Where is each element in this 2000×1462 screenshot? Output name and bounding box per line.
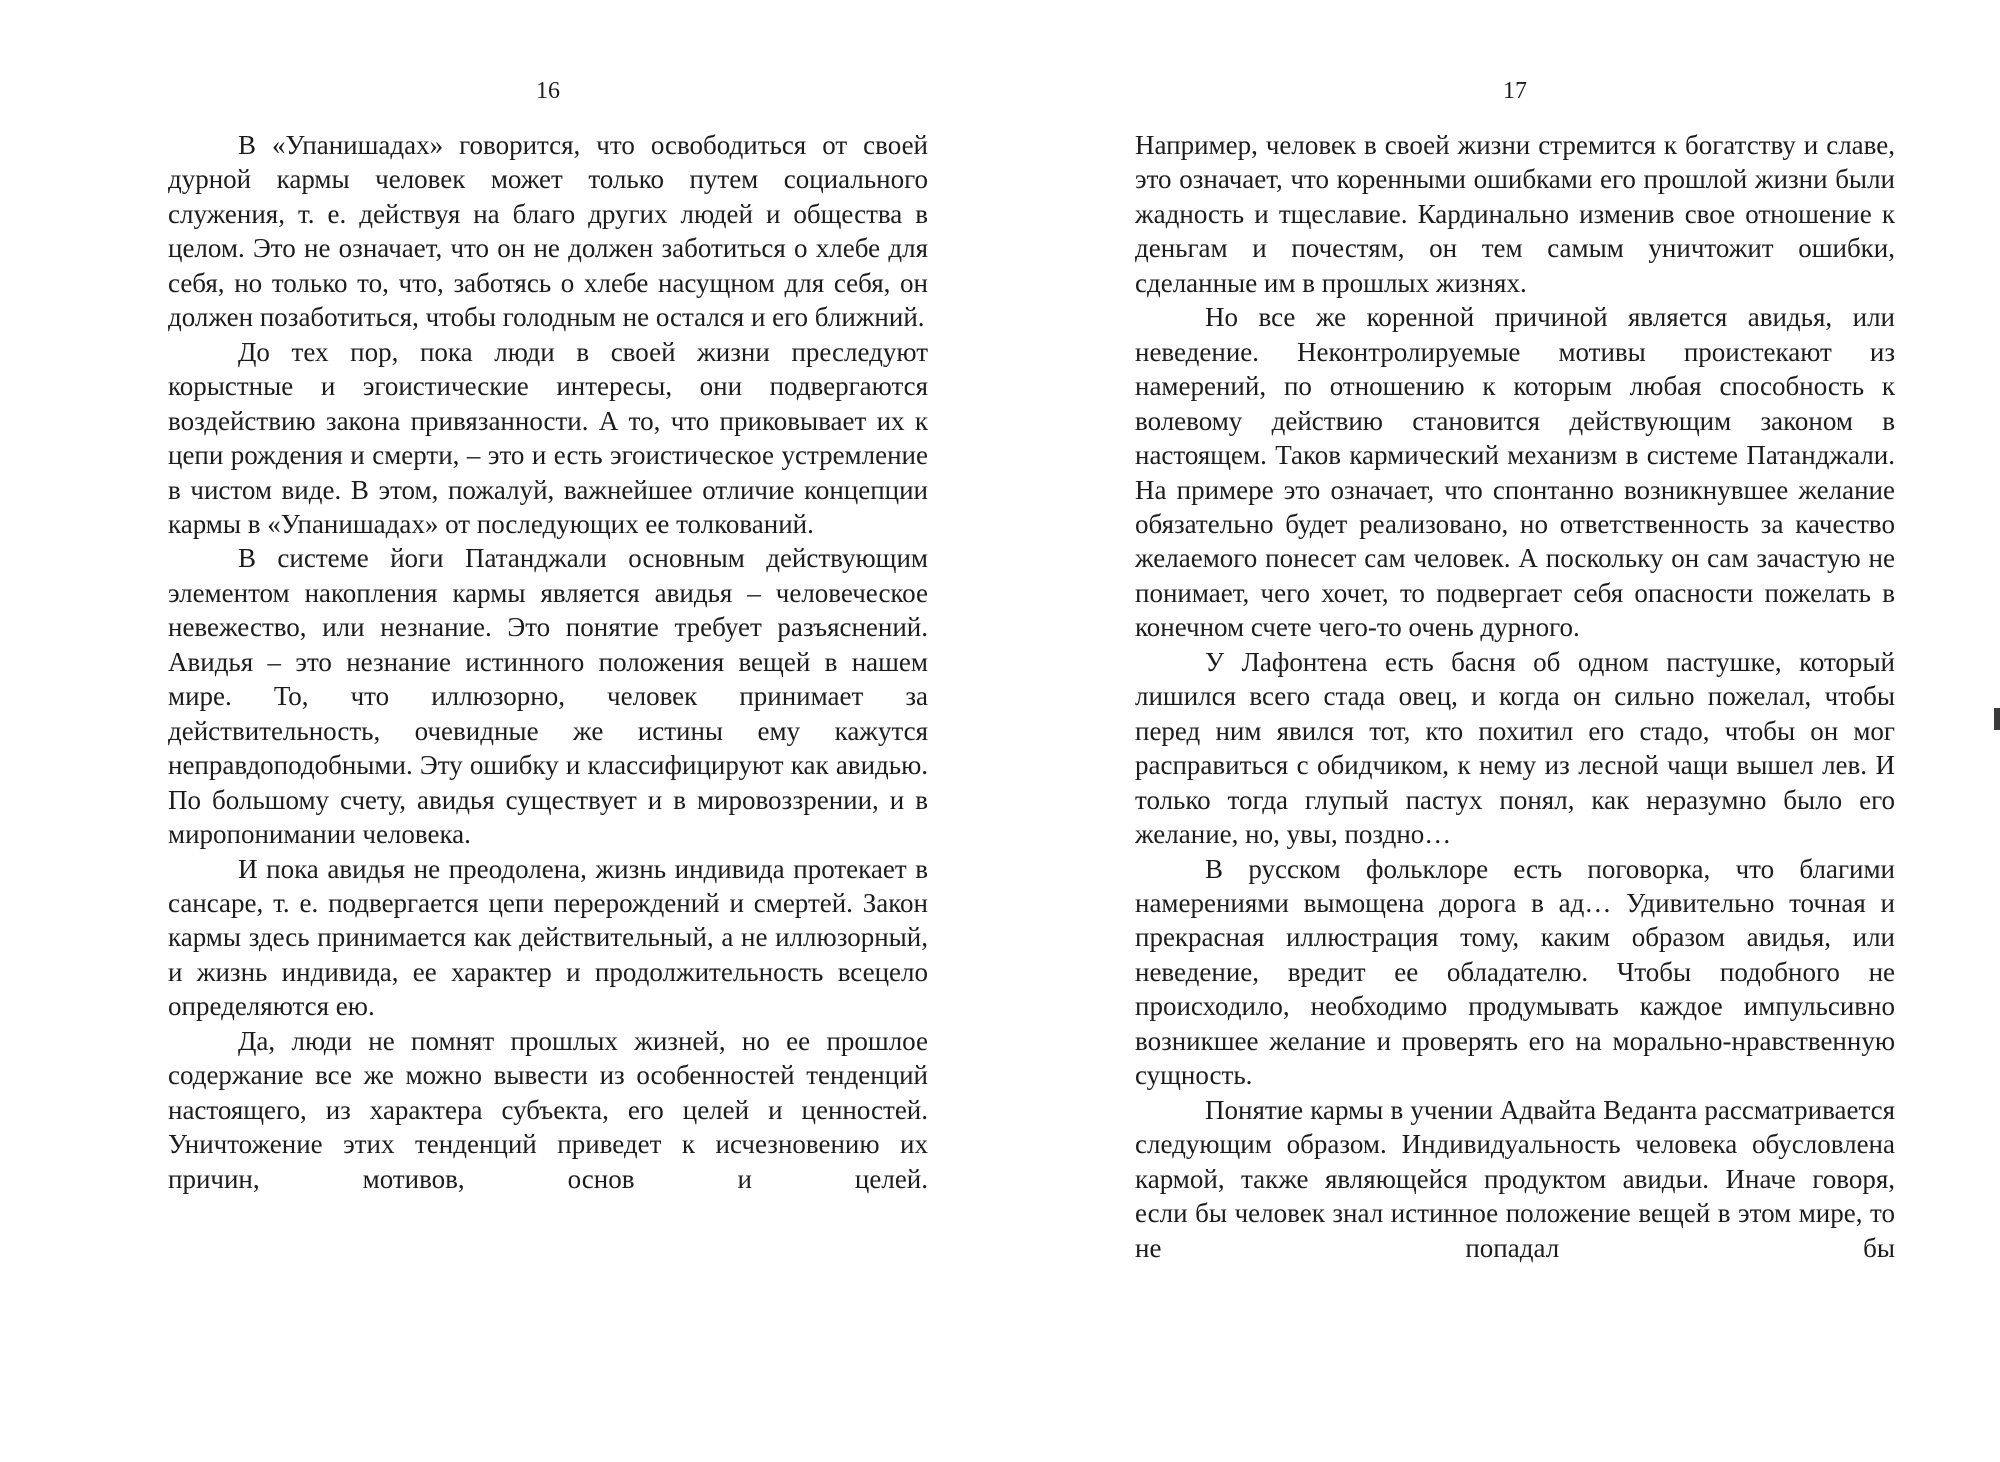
paragraph: И пока авидья не преодолена, жизнь индивида протекает в сансаре, т. е. подвергается цепи перерождений и смертей. Закон кармы здесь принимается как действительный, а не иллюзорный, и жизнь индивида, ее характер и продолжительность всецело определяются ею. <box>168 853 928 1022</box>
paragraph: Да, люди не помнят прошлых жизней, но ее прошлое содержание все же можно вывести из особенностей тенденций настоящего, из характера субъекта, его целей и ценностей. Уничтожение этих тенденций приведет к исчезновению их причин, мотивов, основ и целей. <box>168 1025 928 1194</box>
paragraph: Например, человек в своей жизни стремится к богатству и славе, это означает, что коренными ошибками его прошлой жизни были жадность и тщеславие. Кардинально изменив свое отношение к деньгам и почестям, он тем самым уничтожит ошибки, сделанные им в прошлых жизнях. <box>1135 130 1895 298</box>
paragraph: До тех пор, пока люди в своей жизни преследуют корыстные и эгоистические интересы, они подвергаются воздействию закона привязанности. А то, что приковывает их к цепи рождения и смерти, – это и есть эгоистическое устремление в чистом виде. В этом, пожалуй, важнейшее отличие концепции кармы в «Упанишадах» от последующих ее толкований. <box>168 336 928 539</box>
paragraph: В русском фольклоре есть поговорка, что благими намерениями вымощена дорога в ад… Удивительно точная и прекрасная иллюстрация тому, каким образом авидья, или неведение, вредит ее обладателю. Чтобы подобного не происходило, необходимо продумывать каждое импульсивно возникшее желание и проверять его на морально-нравственную сущность. <box>1135 853 1895 1091</box>
left-page <box>168 0 928 1462</box>
page-number-right: 17 <box>1503 78 1527 104</box>
paragraph: Но все же коренной причиной является авидья, или неведение. Неконтролируемые мотивы проистекают из намерений, по отношению к которым любая способность к волевому действию становится действующим законом в настоящем. Таков кармический механизм в системе Патанджали. На примере это означает, что спонтанно возникнувшее желание обязательно будет реализовано, но ответственность за качество желаемого понесет сам человек. А поскольку он сам зачастую не понимает, чего хочет, то подвергает себя опасности пожелать в конечном счете чего-то очень дурного. <box>1135 302 1895 643</box>
left-page-body <box>168 128 928 1196</box>
paragraph: В «Упанишадах» говорится, что освободиться от своей дурной кармы человек может только путем социального служения, т. е. действуя на благо других людей и общества в целом. Это не означает, что он не должен заботиться о хлебе для себя, но только то, что, заботясь о хлебе насущном для себя, он должен позаботиться, чтобы голодным не остался и его ближний. <box>168 130 928 333</box>
right-page-body <box>1135 128 1895 1265</box>
paragraph: У Лафонтена есть басня об одном пастушке, который лишился всего стада овец, и когда он сильно пожелал, чтобы перед ним явился тот, кто похитил его стадо, чтобы он мог расправиться с обидчиком, к нему из лесной чащи вышел лев. И только тогда глупый пастух понял, как неразумно было его желание, но, увы, поздно… <box>1135 646 1895 850</box>
paragraph: Понятие кармы в учении Адвайта Веданта рассматривается следующим образом. Индивидуальность человека обусловлена кармой, также являющейся продуктом авидьи. Иначе говоря, если бы человек знал истинное положение вещей в этом мире, то не попадал бы <box>1135 1094 1895 1263</box>
page-edge-mark <box>1994 708 2000 730</box>
paragraph: В системе йоги Патанджали основным действующим элементом накопления кармы является авидья – человеческое невежество, или незнание. Это понятие требует разъяснений. Авидья – это незнание истинного положения вещей в нашем мире. То, что иллюзорно, человек принимает за действительность, очевидные же истины ему кажутся неправдоподобными. Эту ошибку и классифицируют как авидью. По большому счету, авидья существует и в мировоззрении, и в миропонимании человека. <box>168 543 928 850</box>
right-page <box>1135 0 1895 1462</box>
page-number-left: 16 <box>536 78 560 104</box>
